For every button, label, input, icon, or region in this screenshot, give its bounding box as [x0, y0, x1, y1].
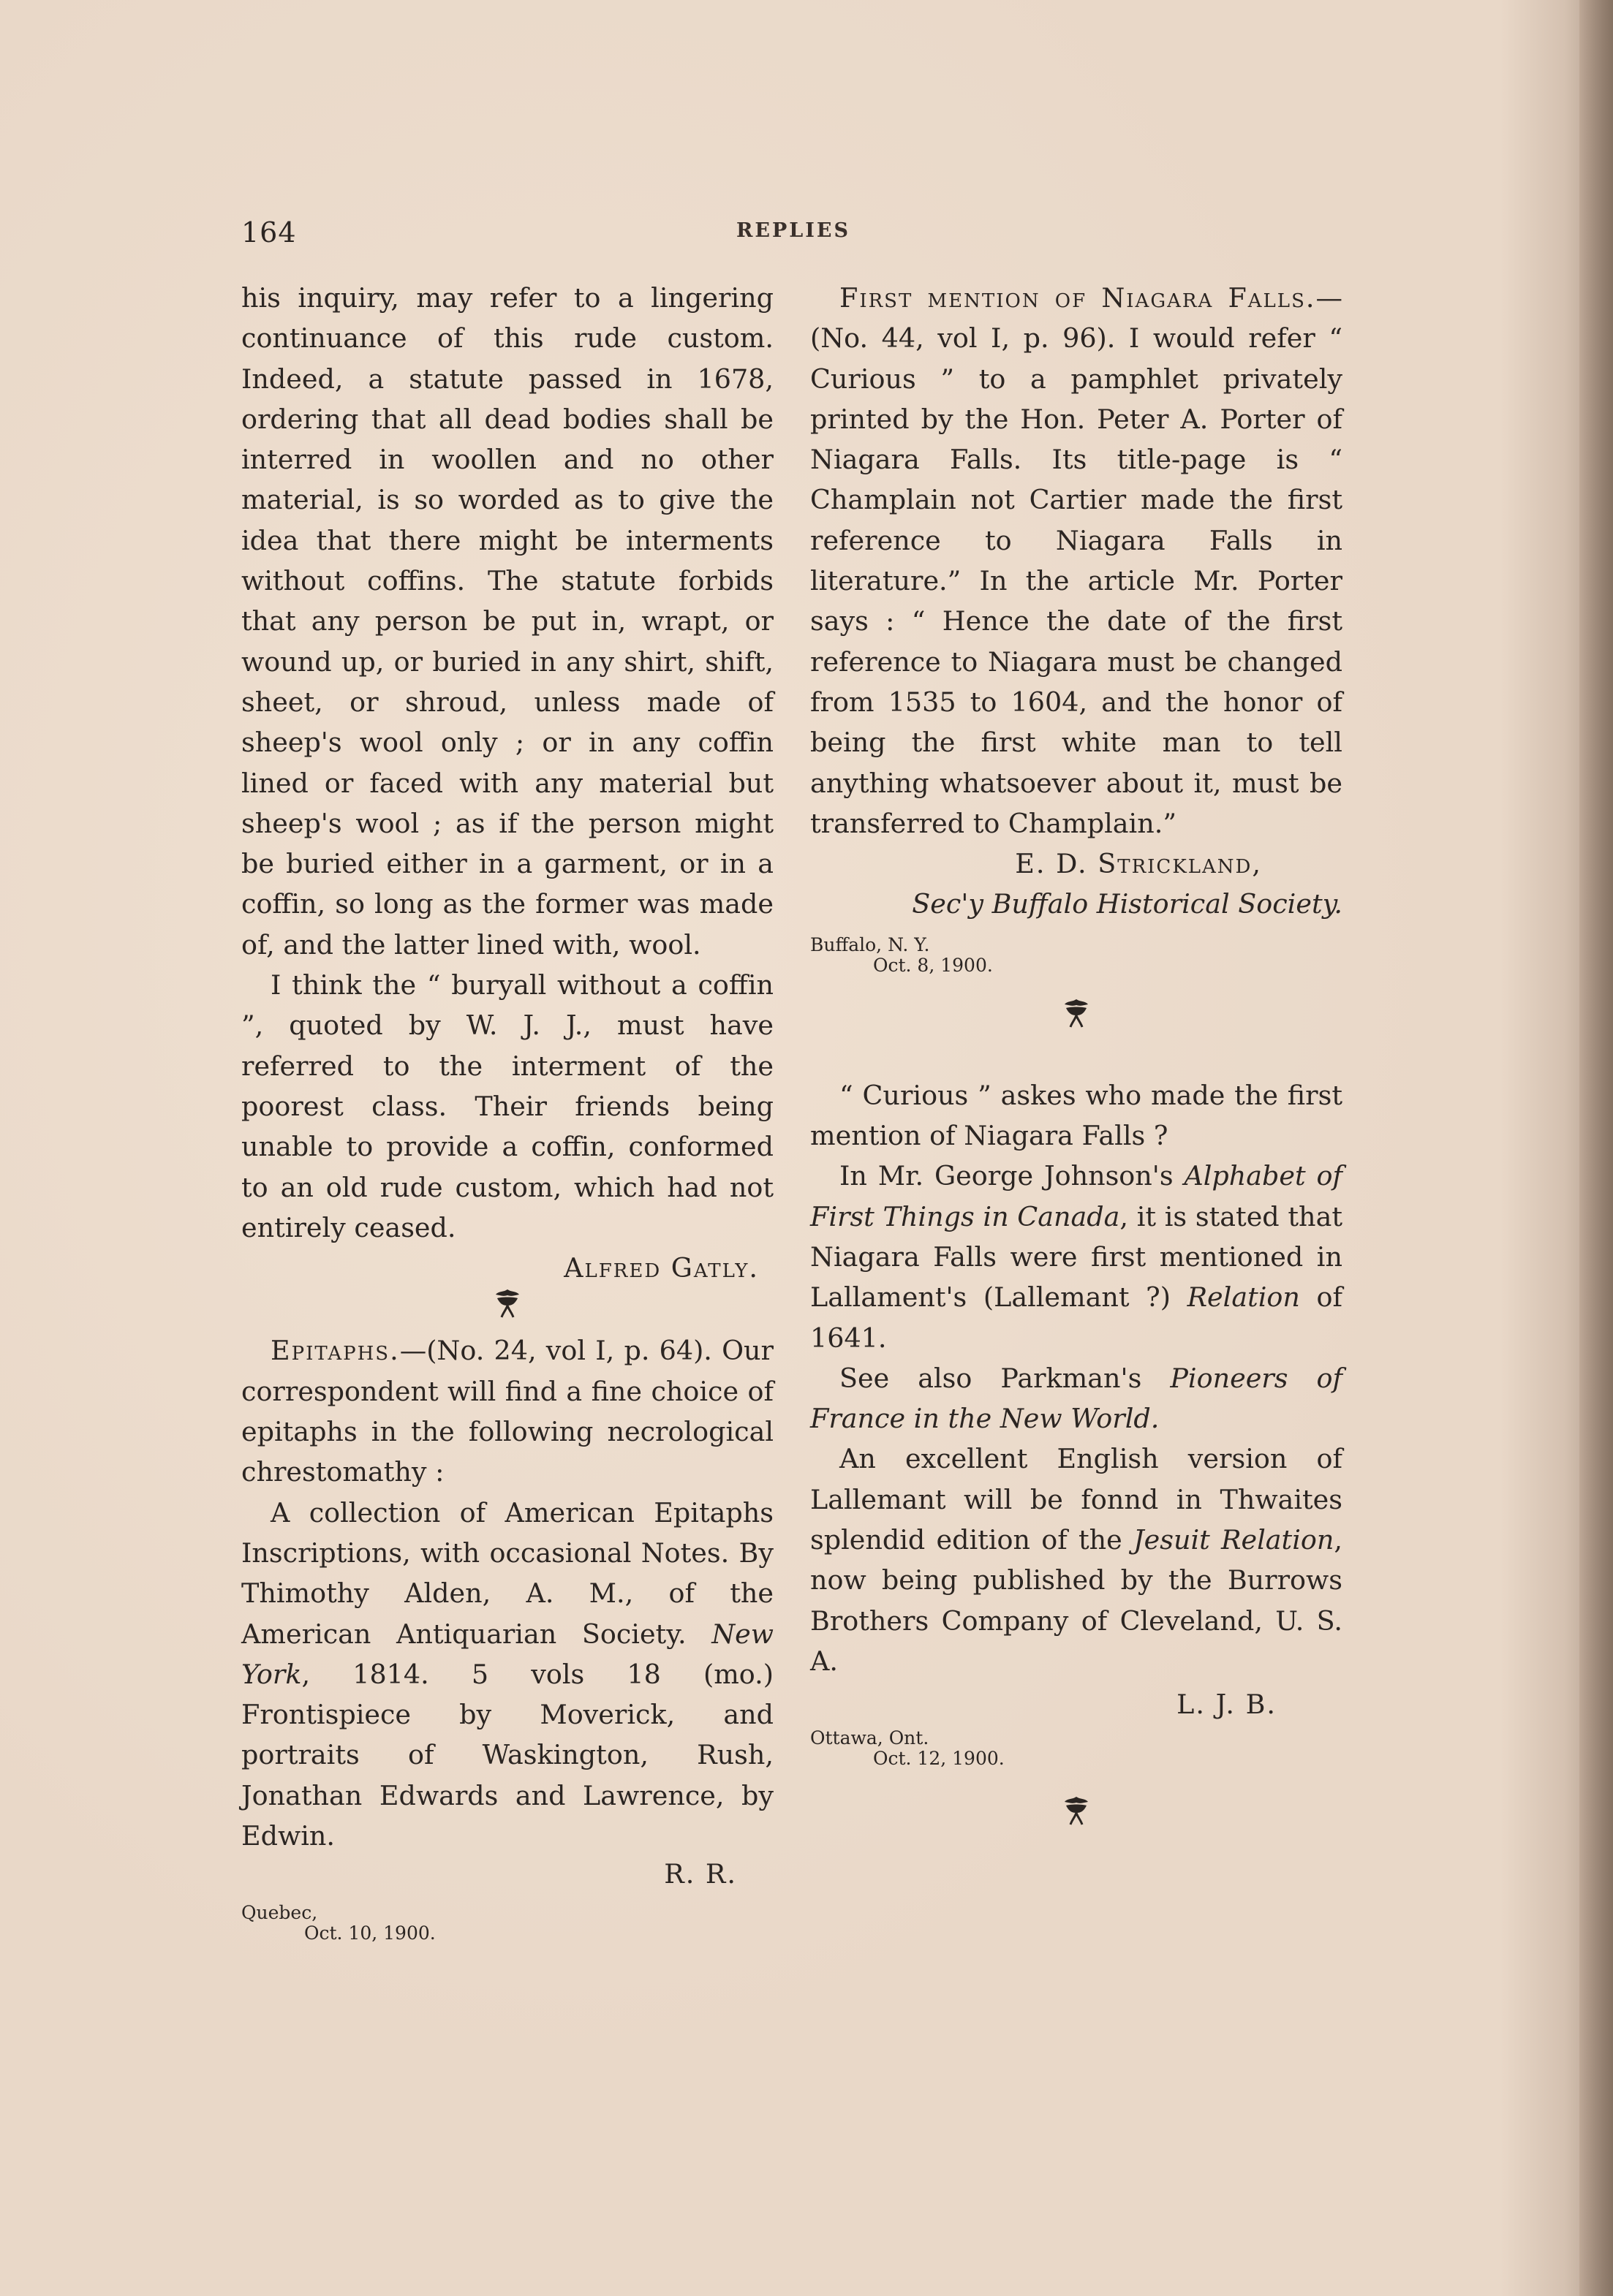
dateline-ottawa	[810, 1728, 1342, 1769]
johnson-text-b: , it is stated that Niagara Falls were first mentioned in Lallament's (Lallemant ?)	[810, 1200, 1342, 1314]
paragraph-johnson-alphabet	[810, 1156, 1342, 1357]
epitaphs-heading: Epitaphs.	[271, 1335, 400, 1367]
place-buffalo: Buffalo, N. Y.	[810, 933, 930, 955]
paragraph-alden-collection	[241, 1493, 774, 1857]
signature-strickland: E. D. Strickland,	[1015, 848, 1262, 880]
first-mention-text: —(No. 44, vol I, p. 96). I would refer “ Curious ” to a pamphlet privately printed by the Hon. Peter A. Porter of Niagara Falls. Its title-page is “ Champlain not Cartier made the first reference to Niagara Falls in literature.” In the article Mr. Porter says : “ Hence the date of the first reference to Niagara must be changed from 1535 to 1604, and the honor of being the first white man to tell anything whatsoever about it, must be transferred to Champlain.”	[810, 282, 1342, 839]
parkman-title: Pioneers of France in the New World.	[810, 1362, 1342, 1435]
signature-ljb: L. J. B.	[1176, 1689, 1277, 1721]
paragraph-burial-statute: his inquiry, may refer to a lingering continuance of this rude custom. Indeed, a statute passed in 1678, ordering that all dead bodies shall be interred in woollen and no other material, is so worded as to give the idea that there might be interments without coffins. The statute forbids that any person be put in, wrapt, or wound up, or buried in any shirt, shift, sheet, or shroud, unless made of sheep's wool only ; or in any coffin lined or faced with any material but sheep's wool ; as if the person might be buried either in a garment, or in a coffin, so long as the former was made of, and the latter lined with, wool.	[241, 282, 774, 961]
alden-text-italic: New York	[241, 1618, 774, 1690]
fleuron-ornament-icon	[1062, 998, 1091, 1030]
alden-text-a: A collection of American Epitaphs Inscriptions, with occasional Notes. By Thimothy Alden, A. M., of the American Antiquarian Society.	[241, 1496, 774, 1650]
relation-title: Relation	[1187, 1281, 1300, 1314]
date-ottawa: Oct. 12, 1900.	[873, 1748, 1005, 1770]
alden-text-b: , 1814. 5 vols 18 (mo.) Frontispiece by Moverick, and portraits of Waskington, Rush, Jonathan Edwards and Lawrence, by Edwin.	[241, 1658, 774, 1852]
epitaphs-intro: —(No. 24, vol I, p. 64). Our correspondent will find a fine choice of epitaphs in the following necrological chrestomathy :	[241, 1335, 774, 1488]
lallemant-text-b: , now being published by the Burrows Brothers Company of Cleveland, U. S. A.	[810, 1524, 1342, 1677]
johnson-text-c: of 1641.	[810, 1281, 1342, 1354]
parkman-text: See also Parkman's	[839, 1362, 1171, 1394]
place-quebec: Quebec,	[241, 1902, 318, 1924]
dateline-quebec	[241, 1903, 774, 1944]
paragraph-epitaphs	[241, 1330, 774, 1492]
running-title: REPLIES	[736, 219, 850, 242]
date-buffalo: Oct. 8, 1900.	[873, 954, 993, 976]
running-head	[241, 216, 1345, 249]
paragraph-parkman	[810, 1358, 1342, 1439]
dateline-buffalo	[810, 935, 1342, 976]
paragraph-first-mention	[810, 278, 1342, 844]
johnson-text-a: In Mr. George Johnson's	[839, 1160, 1185, 1192]
place-ottawa: Ottawa, Ont.	[810, 1727, 929, 1749]
signature-alfred-gatly: Alfred Gatly.	[564, 1252, 759, 1284]
date-quebec: Oct. 10, 1900.	[304, 1922, 436, 1944]
fleuron-ornament-icon	[1062, 1795, 1091, 1827]
first-mention-heading: First mention of Niagara Falls.	[839, 282, 1316, 314]
left-column	[241, 278, 774, 1944]
affiliation-buffalo-historical: Sec'y Buffalo Historical Society.	[912, 888, 1342, 920]
paragraph-curious-asks: “ Curious ” askes who made the first mention of Niagara Falls ?	[810, 1079, 1342, 1152]
fleuron-ornament-icon	[493, 1288, 522, 1320]
signature-rr: R. R.	[664, 1858, 737, 1890]
page-number: 164	[241, 216, 297, 249]
paragraph-buryall: I think the “ buryall without a coffin ”, quoted by W. J. J., must have referred to the interment of the poorest class. Their friends being unable to provide a coffin, conformed to an old rude custom, which had not entirely ceased.	[241, 969, 774, 1243]
page-edge-shadow	[1579, 0, 1613, 2296]
right-column	[810, 278, 1342, 1827]
lallemant-text-a: An excellent English version of Lallemant will be fonnd in Thwaites splendid edition of the	[810, 1443, 1342, 1556]
johnson-title: Alphabet of First Things in Canada	[810, 1160, 1342, 1232]
paragraph-lallemant-version	[810, 1439, 1342, 1681]
jesuit-relation-title: Jesuit Relation	[1133, 1524, 1334, 1556]
